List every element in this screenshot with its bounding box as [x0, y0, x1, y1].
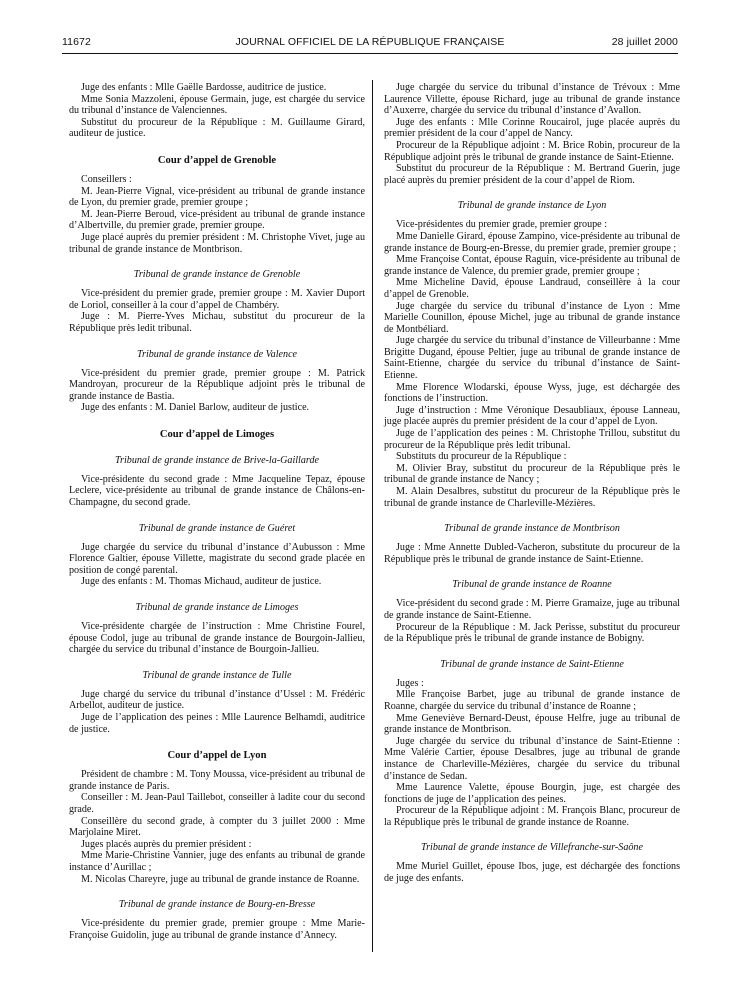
appointment-paragraph: Juge placé auprès du premier président : M. Christophe Vivet, juge au tribunal de grande instance de Montbrison. [69, 231, 365, 255]
appointment-paragraph: Procureur de la République adjoint : M. François Blanc, procureur de la République près le tribunal de grande instance de Roanne. [384, 805, 680, 828]
appointment-paragraph: Substituts du procureur de la République : [396, 451, 567, 463]
tribunal-heading: Tribunal de grande instance de Lyon [457, 200, 607, 212]
appointment-paragraph: Mme Florence Wlodarski, épouse Wyss, juge, est déchargée des fonctions de l’instruction. [384, 381, 680, 405]
appointment-paragraph: Juge chargée du service du tribunal d’instance de Lyon : Mme Marielle Counillon, épouse Michel, juge au tribunal de grande instance de Montbéliard. [384, 300, 680, 335]
column-divider [372, 80, 373, 952]
appointment-paragraph: Président de chambre : M. Tony Moussa, vice-président au tribunal de grande instance de Paris. [69, 769, 365, 792]
appointment-paragraph: Mme Marie-Christine Vannier, juge des enfants au tribunal de grande instance d’Aurillac ; [69, 850, 365, 873]
appointment-paragraph: Juge des enfants : M. Daniel Barlow, auditeur de justice. [81, 402, 310, 414]
tribunal-heading: Tribunal de grande instance de Brive-la-Gaillarde [115, 454, 319, 466]
appointment-paragraph: Vice-président du premier grade, premier groupe : M. Xavier Duport de Loriol, conseiller à la cour d’appel de Chambéry. [69, 288, 365, 311]
appointment-paragraph: Substitut du procureur de la République : M. Guillaume Girard, auditeur de justice. [69, 116, 365, 140]
appointment-paragraph: Conseillers : [81, 173, 132, 185]
appointment-paragraph: Mme Danielle Girard, épouse Zampino, vice-présidente au tribunal de grande instance de Bourg-en-Bresse, du premier grade, premier groupe ; [384, 230, 680, 254]
appointment-paragraph: Mme Laurence Valette, épouse Bourgin, juge, est chargée des fonctions de juge de l’application des peines. [384, 782, 680, 805]
court-heading: Cour d’appel de Lyon [167, 750, 267, 762]
appointment-paragraph: Vice-présidente du second grade : Mme Jacqueline Tepaz, épouse Leclere, vice-présidente au tribunal de grande instance de Châlons-en-Champagne, du second grade. [69, 473, 365, 509]
tribunal-heading: Tribunal de grande instance de Roanne [452, 579, 612, 591]
appointment-paragraph: Juge des enfants : Mlle Gaëlle Bardosse, auditrice de justice. [81, 82, 327, 93]
journal-title: JOURNAL OFFICIEL DE LA RÉPUBLIQUE FRANÇAISE [235, 36, 505, 48]
tribunal-heading: Tribunal de grande instance de Limoges [135, 602, 299, 614]
appointment-paragraph: Juge chargée du service du tribunal d’instance de Saint-Etienne : Mme Valérie Cartier, épouse Desalbres, juge au tribunal de grande instance de Charleville-Mézières, chargée du service du tribunal d’instance de Sedan. [384, 735, 680, 782]
appointment-paragraph: M. Alain Desalbres, substitut du procureur de la République près le tribunal de grande instance de Charleville-Mézières. [384, 486, 680, 509]
page-number: 11672 [62, 36, 91, 48]
appointment-paragraph: Mme Geneviève Bernard-Deust, épouse Helfre, juge au tribunal de grande instance de Montbrison. [384, 712, 680, 736]
issue-date: 28 juillet 2000 [611, 36, 678, 48]
appointment-paragraph: Vice-président du premier grade, premier groupe : M. Patrick Mandroyan, procureur de la République adjoint près le tribunal de grande instance de Bastia. [69, 367, 365, 402]
appointment-paragraph: Juge : M. Pierre-Yves Michau, substitut du procureur de la République près ledit tribunal. [69, 311, 365, 334]
appointment-paragraph: Juge des enfants : Mlle Corinne Roucairol, juge placée auprès du premier président de la cour d’appel de Nancy. [384, 116, 680, 140]
appointment-paragraph: Mme Micheline David, épouse Landraud, conseillère à la cour d’appel de Grenoble. [384, 277, 680, 300]
appointment-paragraph: Vice-présidente chargée de l’instruction : Mme Christine Fourel, épouse Codol, juge au tribunal de grande instance de Bourgoin-Jallieu, chargée du service du tribunal d’instance de Bourgoin-Jallieu. [69, 621, 365, 656]
left-column [69, 82, 365, 941]
appointment-paragraph: M. Jean-Pierre Vignal, vice-président au tribunal de grande instance de Lyon, du premier grade, premier groupe ; [69, 185, 365, 209]
appointment-paragraph: Juge de l’application des peines : Mlle Laurence Belhamdi, auditrice de justice. [69, 712, 365, 735]
appointment-paragraph: Juges placés auprès du premier président : [81, 838, 252, 850]
tribunal-heading: Tribunal de grande instance de Guéret [138, 522, 296, 534]
tribunal-heading: Tribunal de grande instance de Valence [136, 348, 298, 360]
appointment-paragraph: Mme Françoise Contat, épouse Raguin, vice-présidente au tribunal de grande instance de Valence, du premier grade, premier groupe ; [384, 254, 680, 277]
appointment-paragraph: Procureur de la République adjoint : M. Brice Robin, procureur de la République adjoint près le tribunal de grande instance de Saint-Etienne. [384, 139, 680, 163]
appointment-paragraph: Procureur de la République : M. Jack Perisse, substitut du procureur de la République près le tribunal de grande instance de Bobigny. [384, 621, 680, 645]
appointment-paragraph: Mme Sonia Mazzoleni, épouse Germain, juge, est chargée du service du tribunal d’instance de Valenciennes. [69, 93, 365, 117]
appointment-paragraph: Juge chargée du service du tribunal d’instance de Villeurbanne : Mme Brigitte Dugand, épouse Peltier, juge au tribunal de grande instance de Saint-Etienne, chargée du service du tribunal d’instance de Saint-Etienne. [384, 335, 680, 382]
appointment-paragraph: Vice-présidente du premier grade, premier groupe : Mme Marie-Françoise Guidolin, juge au tribunal de grande instance d’Annecy. [69, 918, 365, 941]
tribunal-heading: Tribunal de grande instance de Saint-Etienne [440, 658, 624, 670]
appointment-paragraph: Juge des enfants : M. Thomas Michaud, auditeur de justice. [81, 576, 322, 588]
appointment-paragraph: M. Nicolas Chareyre, juge au tribunal de grande instance de Roanne. [81, 873, 360, 885]
appointment-paragraph: Juge chargée du service du tribunal d’instance de Trévoux : Mme Laurence Villette, épouse Richard, juge au tribunal de grande instance d’Auxerre, chargée du service du tribunal d’instance d’Avallon. [384, 82, 680, 117]
tribunal-heading: Tribunal de grande instance de Tulle [142, 669, 292, 681]
appointment-paragraph: Juge de l’application des peines : M. Christophe Trillou, substitut du procureur de la République près ledit tribunal. [384, 428, 680, 451]
tribunal-heading: Tribunal de grande instance de Grenoble [133, 269, 301, 281]
appointment-paragraph: Juge d’instruction : Mme Véronique Desaubliaux, épouse Lanneau, juge placée auprès du premier président de la cour d’appel de Lyon. [384, 404, 680, 428]
appointment-paragraph: Juges : [396, 677, 424, 689]
tribunal-heading: Tribunal de grande instance de Villefranche-sur-Saône [421, 842, 643, 854]
court-heading: Cour d’appel de Grenoble [157, 154, 277, 166]
appointment-paragraph: M. Jean-Pierre Beroud, vice-président au tribunal de grande instance d’Albertville, du premier grade, premier groupe. [69, 208, 365, 232]
tribunal-heading: Tribunal de grande instance de Bourg-en-Bresse [118, 899, 316, 911]
appointment-paragraph: Juge chargé du service du tribunal d’instance d’Ussel : M. Frédéric Arbellot, auditeur de justice. [69, 688, 365, 712]
appointment-paragraph: M. Olivier Bray, substitut du procureur de la République près le tribunal de grande instance de Nancy ; [384, 462, 680, 486]
appointment-paragraph: Juge chargée du service du tribunal d’instance d’Aubusson : Mme Florence Galtier, épouse Villette, magistrate du second grade placée en position de congé parental. [69, 541, 365, 576]
appointment-paragraph: Mme Muriel Guillet, épouse Ibos, juge, est déchargée des fonctions de juge des enfants. [384, 861, 680, 885]
appointment-paragraph: Mlle Françoise Barbet, juge au tribunal de grande instance de Roanne, chargée du service du tribunal d’instance de Roanne ; [384, 689, 680, 712]
appointment-paragraph: Juge : Mme Annette Dubled-Vacheron, substitute du procureur de la République près le tribunal de grande instance de Saint-Etienne. [384, 542, 680, 565]
header-rule [62, 53, 678, 54]
appointment-paragraph: Vice-président du second grade : M. Pierre Gramaize, juge au tribunal de grande instance de Saint-Etienne. [384, 598, 680, 621]
appointment-paragraph: Substitut du procureur de la République : M. Bertrand Guerin, juge placé auprès du premier président de la cour d’appel de Riom. [384, 163, 680, 186]
right-column [384, 82, 680, 885]
appointment-paragraph: Vice-présidentes du premier grade, premier groupe : [396, 219, 607, 231]
tribunal-heading: Tribunal de grande instance de Montbrison [444, 523, 620, 535]
appointment-paragraph: Conseiller : M. Jean-Paul Taillebot, conseiller à ladite cour du second grade. [69, 792, 365, 815]
court-heading: Cour d’appel de Limoges [159, 428, 275, 440]
appointment-paragraph: Conseillère du second grade, à compter du 3 juillet 2000 : Mme Marjolaine Miret. [69, 815, 365, 839]
